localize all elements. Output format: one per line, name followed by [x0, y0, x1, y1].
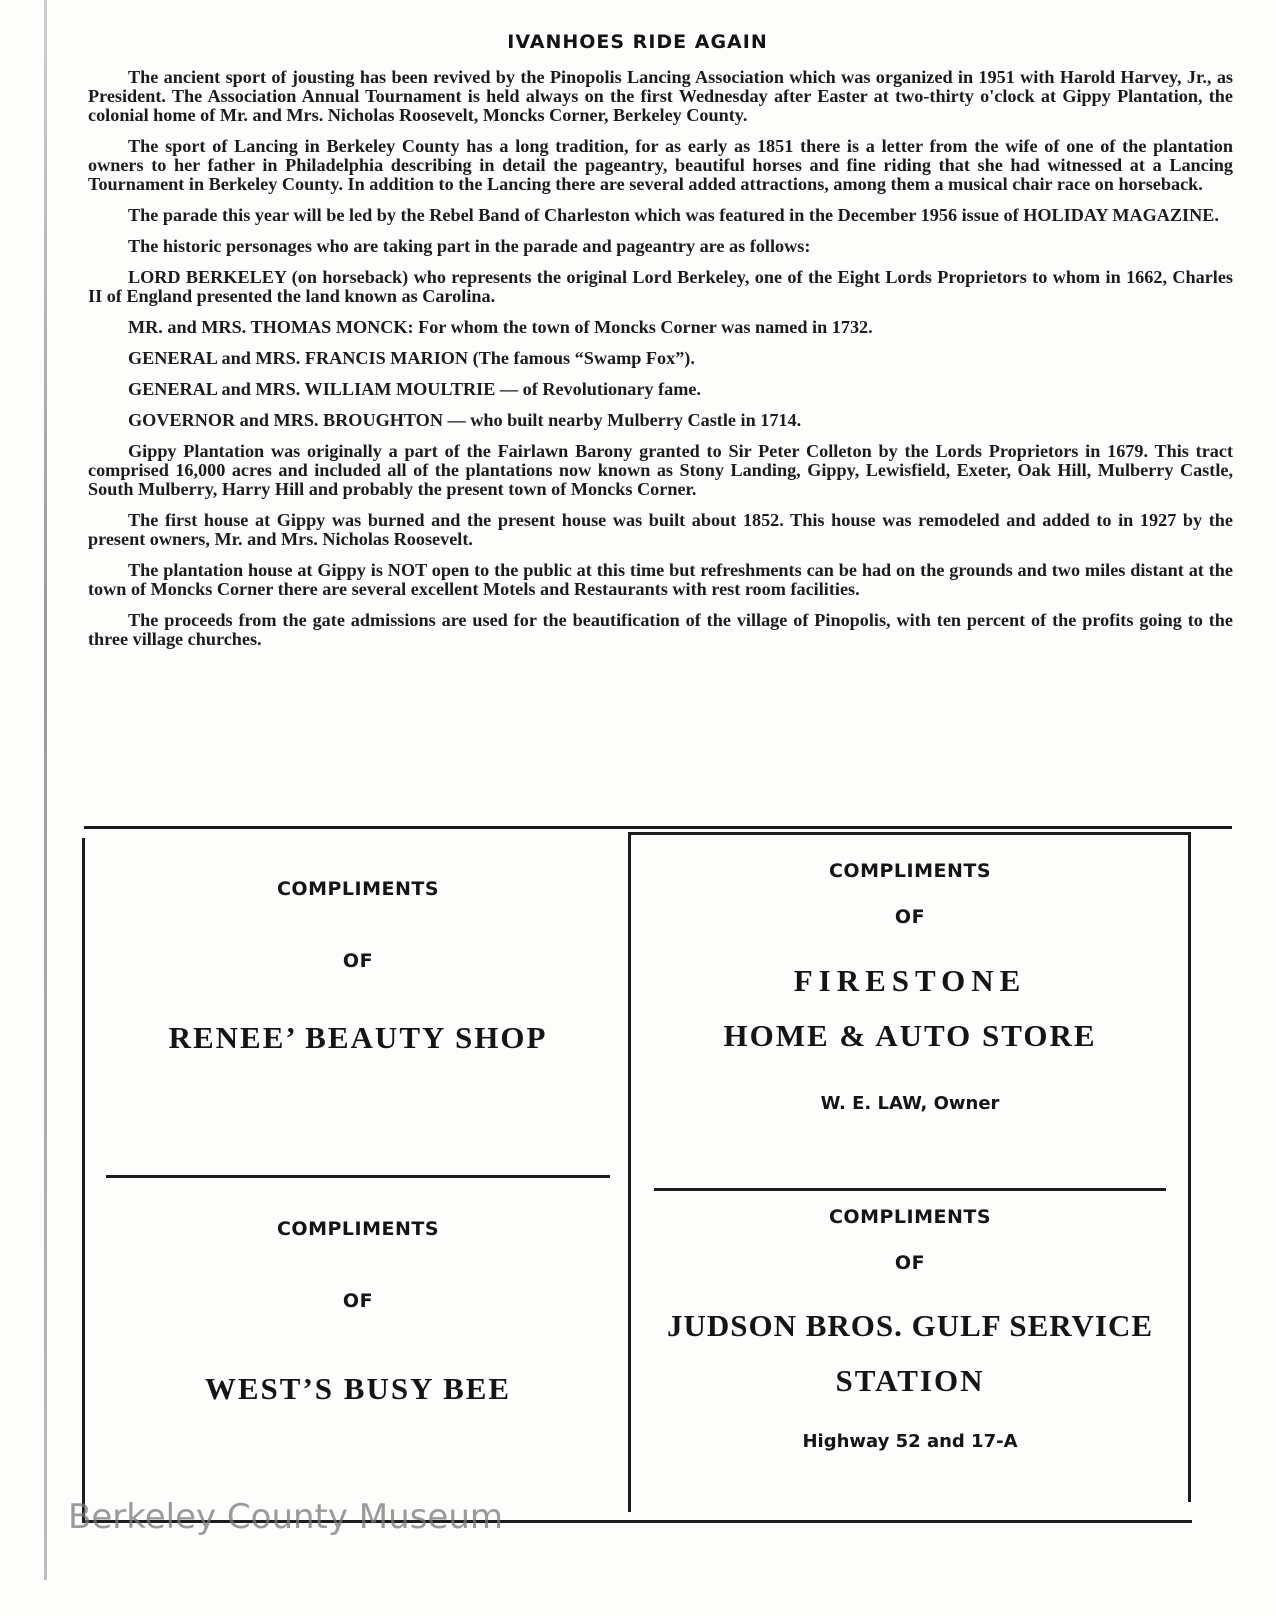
ad-business-name: JUDSON BROS. GULF SERVICE: [666, 1308, 1154, 1343]
paragraph-monck: MR. and MRS. THOMAS MONCK: For whom the town of Moncks Corner was named in 1732.: [128, 317, 873, 337]
ad-of: OF: [894, 1252, 926, 1274]
ads-right-mid-divider: [654, 1188, 1166, 1191]
ads-center-divider: [628, 832, 631, 1512]
paragraph-parade: The parade this year will be led by the Rebel Band of Charleston which was featured in the December 1956 issue of HOLIDAY MAGAZINE.: [128, 205, 1219, 225]
ad-judson-gulf-service: [654, 1193, 1166, 1518]
ad-compliments: COMPLIMENTS: [828, 1206, 992, 1228]
ad-business-subtitle: HOME & AUTO STORE: [723, 1018, 1097, 1053]
ads-section: [82, 838, 1232, 1523]
ads-left-border: [82, 838, 85, 1523]
ad-owner: W. E. LAW, Owner: [820, 1093, 1000, 1114]
paragraph-marion: GENERAL and MRS. FRANCIS MARION (The famous “Swamp Fox”).: [128, 348, 695, 368]
ad-of: OF: [342, 950, 374, 972]
ads-right-border: [1188, 832, 1191, 1502]
ad-business-subtitle: STATION: [835, 1363, 985, 1398]
ad-renee-beauty-shop: [106, 838, 610, 1173]
paragraph-personages: The historic personages who are taking part in the parade and pageantry are as follows:: [128, 236, 811, 256]
paragraph-tradition: The sport of Lancing in Berkeley County has a long tradition, for as early as 1851 there is a letter from the wife of one of the plantation owners to her father in Philadelphia describing in detail the pageantry, beautiful horses and fine riding that she had witnessed at a Lancing Tournament in Berkeley County. In addition to the Lancing there are several added attractions, among them a musical chair race on horseback.: [88, 136, 1233, 194]
ad-compliments: COMPLIMENTS: [828, 860, 992, 882]
ad-address: Highway 52 and 17-A: [802, 1431, 1018, 1452]
paragraph-lord-berkeley: LORD BERKELEY (on horseback) who represents the original Lord Berkeley, one of the Eight Lords Proprietors to whom in 1662, Charles II of England presented the land known as Carolina.: [88, 267, 1233, 306]
paragraph-refreshments: The plantation house at Gippy is NOT open to the public at this time but refreshments can be had on the grounds and two miles distant at the town of Moncks Corner there are several excellent Motels and Restaurants with rest room facilities.: [88, 560, 1233, 599]
watermark-berkeley-county-museum: Berkeley County Museum: [68, 1497, 503, 1537]
paragraph-proceeds: The proceeds from the gate admissions are used for the beautification of the village of Pinopolis, with ten percent of the profits going to the three village churches.: [88, 610, 1233, 649]
paragraph-first-house: The first house at Gippy was burned and the present house was built about 1852. This house was remodeled and added to in 1927 by the present owners, Mr. and Mrs. Nicholas Roosevelt.: [88, 510, 1233, 549]
ad-compliments: COMPLIMENTS: [276, 878, 440, 900]
ads-right-top-border: [628, 832, 1191, 835]
ad-business-name: RENEE’ BEAUTY SHOP: [168, 1020, 548, 1055]
ad-wests-busy-bee: [106, 1183, 610, 1518]
article-body: [88, 68, 1233, 661]
ad-business-name: FIRESTONE: [793, 963, 1027, 998]
scan-edge-shadow: [44, 0, 47, 1580]
paragraph-intro: The ancient sport of jousting has been revived by the Pinopolis Lancing Association which was organized in 1951 with Harold Harvey, Jr., as President. The Association Annual Tournament is held always on the first Wednesday after Easter at two-thirty o'clock at Gippy Plantation, the colonial home of Mr. and Mrs. Nicholas Roosevelt, Moncks Corner, Berkeley County.: [88, 67, 1233, 125]
ad-firestone: [654, 838, 1166, 1183]
ad-of: OF: [342, 1290, 374, 1312]
paragraph-moultrie: GENERAL and MRS. WILLIAM MOULTRIE — of Revolutionary fame.: [128, 379, 701, 399]
page-title: IVANHOES RIDE AGAIN: [507, 31, 768, 53]
ad-business-name: WEST’S BUSY BEE: [204, 1371, 512, 1406]
ad-compliments: COMPLIMENTS: [276, 1218, 440, 1240]
paragraph-broughton: GOVERNOR and MRS. BROUGHTON — who built nearby Mulberry Castle in 1714.: [128, 410, 802, 430]
ads-top-rule: [84, 826, 1232, 829]
ads-left-mid-divider: [106, 1175, 610, 1178]
ad-of: OF: [894, 906, 926, 928]
paragraph-gippy-history: Gippy Plantation was originally a part of the Fairlawn Barony granted to Sir Peter Colleton by the Lords Proprietors in 1679. This tract comprised 16,000 acres and included all of the plantations now known as Stony Landing, Gippy, Lewisfield, Exeter, Oak Hill, Mulberry Castle, South Mulberry, Harry Hill and probably the present town of Moncks Corner.: [88, 441, 1233, 499]
